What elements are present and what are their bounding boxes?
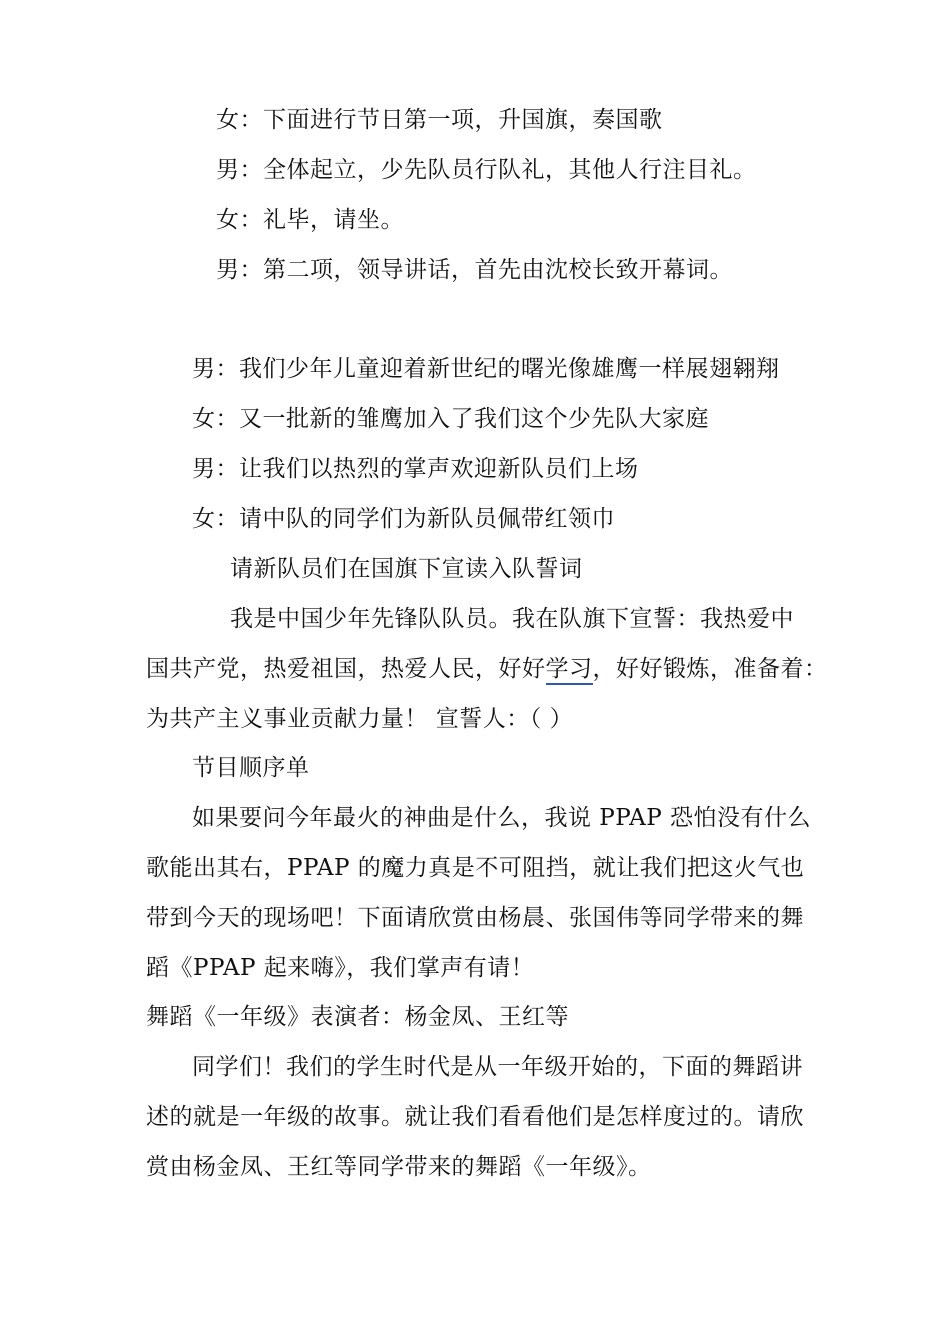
oath-line-2: [146, 654, 828, 684]
oath-line-2-start: 国共产党，热爱祖国，热爱人民，好好: [146, 656, 546, 682]
ppap-line-4: 蹈《PPAP 起来嗨》，我们掌声有请！: [146, 955, 535, 981]
oath-line-2-end: ，好好锻炼，准备着：: [592, 656, 828, 682]
dance-line-1: 同学们！我们的学生时代是从一年级开始的，下面的舞蹈讲: [192, 1054, 803, 1080]
underlined-word: 学习: [546, 656, 593, 685]
welcome-line-3: 男：让我们以热烈的掌声欢迎新队员们上场: [192, 456, 639, 482]
ppap-line-1: 如果要问今年最火的神曲是什么，我说 PPAP 恐怕没有什么: [192, 805, 812, 831]
dance-line-3: 赏由杨金凤、王红等同学带来的舞蹈《一年级》。: [146, 1154, 652, 1180]
oath-intro: 请新队员们在国旗下宣读入队誓词: [230, 556, 583, 582]
intro-line-1: 女：下面进行节日第一项，升国旗，奏国歌: [216, 107, 663, 133]
program-title: 节目顺序单: [192, 755, 310, 781]
welcome-line-2: 女：又一批新的雏鹰加入了我们这个少先队大家庭: [192, 406, 709, 432]
ppap-line-2: 歌能出其右，PPAP 的魔力真是不可阻挡，就让我们把这火气也: [146, 855, 805, 881]
ppap-line-3: 带到今天的现场吧！下面请欣赏由杨晨、张国伟等同学带来的舞: [146, 905, 804, 931]
intro-line-4: 男：第二项，领导讲话，首先由沈校长致开幕词。: [216, 257, 733, 283]
welcome-line-4: 女：请中队的同学们为新队员佩带红领巾: [192, 506, 615, 532]
dance-heading: 舞蹈《一年级》表演者：杨金凤、王红等: [146, 1004, 569, 1030]
oath-line-3: 为共产主义事业贡献力量！ 宣誓人：（ ）: [146, 706, 574, 732]
oath-line-1: 我是中国少年先锋队队员。我在队旗下宣誓：我热爱中: [230, 606, 794, 632]
welcome-line-1: 男：我们少年儿童迎着新世纪的曙光像雄鹰一样展翅翱翔: [192, 356, 780, 382]
dance-line-2: 述的就是一年级的故事。就让我们看看他们是怎样度过的。请欣: [146, 1104, 804, 1130]
intro-line-2: 男：全体起立，少先队员行队礼，其他人行注目礼。: [216, 157, 757, 183]
intro-line-3: 女：礼毕，请坐。: [216, 207, 404, 233]
